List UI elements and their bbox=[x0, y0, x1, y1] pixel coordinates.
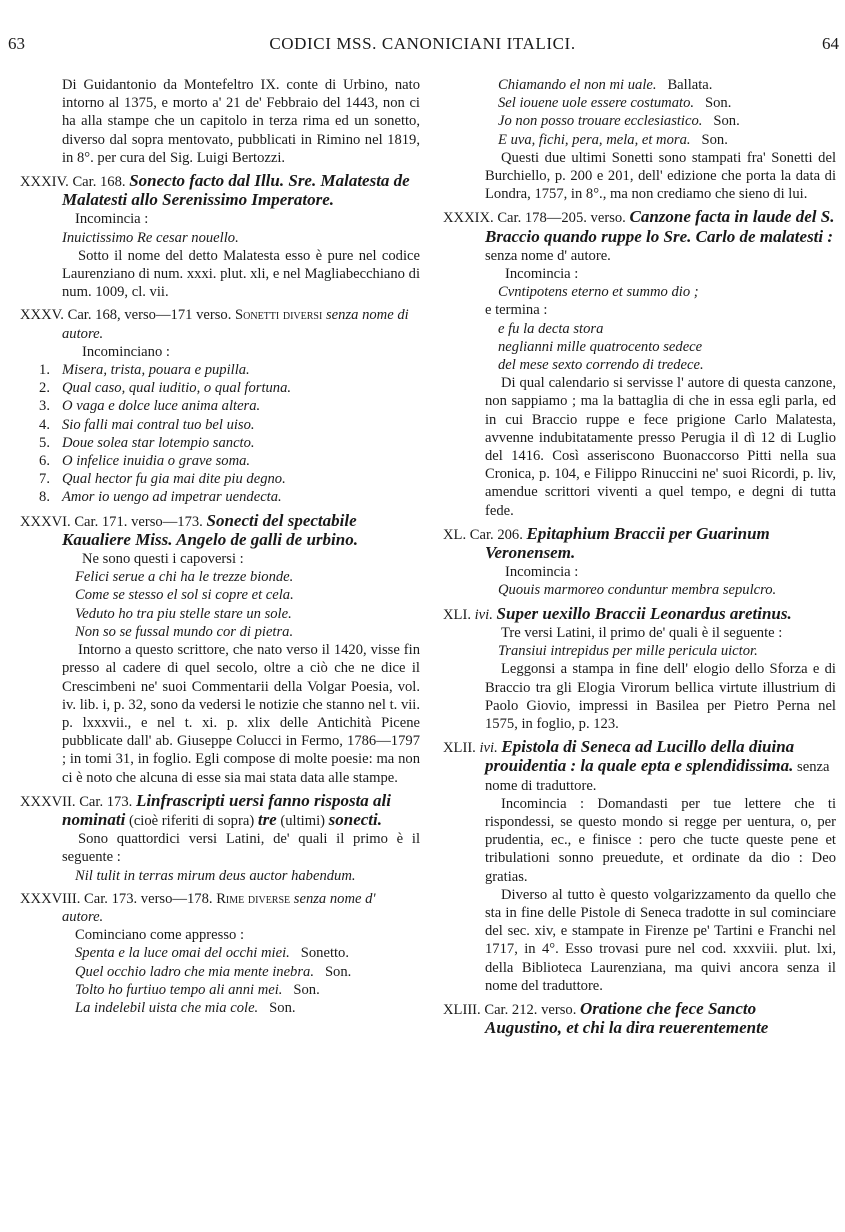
entry-ref: Car. 168, verso—171 verso. bbox=[67, 307, 232, 324]
entry-heading bbox=[20, 792, 420, 830]
entry-aside: senza nome di traduttore. bbox=[485, 759, 830, 794]
incipit-list bbox=[20, 361, 420, 507]
entry-number: XXXVII. bbox=[20, 793, 76, 810]
list-item: 3. O vaga e dolce luce anima altera. bbox=[39, 398, 261, 415]
entry-ref: Car. 173. bbox=[79, 793, 133, 810]
entry-xxxvii bbox=[20, 792, 420, 885]
entry-ref: Car. 173. verso—178. bbox=[84, 890, 213, 907]
verse-line: Come se stesso el sol si copre et cela. bbox=[75, 587, 294, 604]
list-item: 4. Sio falli mai contral tuo bel uiso. bbox=[39, 416, 255, 433]
list-item: 1. Misera, trista, pouara e pupilla. bbox=[39, 362, 250, 379]
entry-title-part: tre bbox=[257, 809, 277, 829]
verse-line: Chiamando el non mi uale. Ballata. bbox=[498, 77, 713, 93]
incipit-label: Incomincia : bbox=[505, 564, 579, 581]
list-item: 5. Doue solea star lotempio sancto. bbox=[39, 434, 255, 451]
incipit-label: Cominciano come appresso : bbox=[75, 927, 245, 944]
entry-title: Epitaphium Braccii per Guarinum Veronensem. bbox=[485, 523, 770, 563]
quote-line: Nil tulit in terras mirum deus auctor habendum. bbox=[75, 867, 356, 884]
entry-ref: Car. 171. verso—173. bbox=[74, 513, 203, 530]
entry-caps-title: Sonetti diversi bbox=[235, 307, 323, 324]
verse-line: Quel occhio ladro che mia mente inebra. Son. bbox=[75, 963, 352, 980]
entry-ref: Car. 178—205. verso. bbox=[497, 210, 626, 227]
entry-ref: Car. 206. bbox=[469, 526, 523, 543]
verse-line: del mese sexto correndo di tredece. bbox=[498, 357, 704, 374]
entry-number: XXXIV. bbox=[20, 174, 69, 191]
entry-heading bbox=[443, 738, 836, 795]
entry-title: Sonecti del spectabile Kaualiere Miss. Angelo de galli de urbino. bbox=[62, 510, 358, 549]
capoversi-lines bbox=[20, 568, 420, 641]
incipit-label: Incomincia : bbox=[505, 266, 579, 283]
verse-line: Sel iouene uole essere costumato. Son. bbox=[498, 95, 732, 112]
entry-note-2: Diverso al tutto è questo volgarizzamento da quello che sta in fine delle Pistole di Seneca tradotte in sul cominciare del sec. xiv, e stampate in Firenze pe' Tartini e Franchi nel 1717, in 4°. Esso trovasi pure nel cod. xxxviii. plut. lxi, della Biblioteca Laurenziana, ma quivi ancora senza il nome del traduttore. bbox=[485, 886, 836, 994]
entry-subtitle: senza nome d' autore. bbox=[62, 890, 376, 925]
entry-xliii bbox=[443, 1000, 836, 1038]
capoversi-label: Ne sono questi i capoversi : bbox=[82, 551, 244, 568]
continued-note: Questi due ultimi Sonetti sono stampati fra' Sonetti del Burchiello, p. 200 e 201, dell' edizione che porta la data di Londra, 1757, in 8°., ma non crediamo che sieno di lui. bbox=[485, 149, 836, 203]
entry-note: Intorno a questo scrittore, che nato verso il 1420, visse fin presso al cadere di quel secolo, oltre a ciò che ne dice il Crescimbeni ne' suoi Commentarii della Volgar Poesia, vol. iv. lib. i, p. 32, sono da vedersi le notizie che stanno nel t. vii. p. lxxxvii., e nel t. xi. p. xlix delle Antichità Picene pubblicate dall' ab. Giuseppe Colucci in Fermo, 1786—1797 ; in tomi 31, in foglio. Egli compose di molte poesie: ma non ci è noto che alcuna di esse sia mai stata data alle stampe. bbox=[62, 642, 420, 786]
entry-note: Sono quattordici versi Latini, de' quali il primo è il seguente : bbox=[62, 831, 420, 866]
entry-xlii bbox=[443, 738, 836, 995]
explicit-lines bbox=[443, 320, 836, 375]
entry-subtitle: senza nome di autore. bbox=[62, 307, 409, 342]
entry-title: Oratione che fece Sancto Augustino, et chi la dira reuerentemente bbox=[485, 998, 769, 1038]
list-item: 6. O infelice inuidia o grave soma. bbox=[39, 453, 251, 470]
entry-heading bbox=[443, 208, 836, 265]
entry-title: Sonecto facto dal Illu. Sre. Malatesta de Malatesti allo Serenissimo Imperatore. bbox=[62, 171, 410, 210]
entry-heading bbox=[443, 525, 836, 563]
entry-caps-title: Rime diverse bbox=[216, 890, 291, 907]
list-item: 2. Qual caso, qual iuditio, o qual fortuna. bbox=[39, 380, 292, 397]
continued-lines bbox=[443, 76, 836, 149]
verse-line: La indelebil uista che mia cole. Son. bbox=[75, 999, 296, 1016]
entry-xl bbox=[443, 525, 836, 600]
entry-aside: (ultimi) bbox=[280, 812, 325, 829]
entry-heading bbox=[443, 1000, 836, 1038]
incipit-label: Incominciano : bbox=[82, 343, 170, 360]
verse-line: neglianni mille quatrocento sedece bbox=[498, 338, 703, 355]
incipit-text: Inuictissimo Re cesar nouello. bbox=[62, 229, 239, 246]
entry-number: XLI. bbox=[443, 606, 471, 623]
entry-title: Super uexillo Braccii Leonardus aretinus. bbox=[496, 603, 792, 623]
verse-line: Jo non posso trouare ecclesiastico. Son. bbox=[498, 113, 740, 130]
entry-xxxiv bbox=[20, 172, 420, 301]
entry-title-part: sonecti. bbox=[328, 809, 382, 829]
entry-number: XXXVIII. bbox=[20, 890, 81, 907]
entry-number: XL. bbox=[443, 526, 467, 543]
entry-title: Epistola di Seneca ad Lucillo della diuina prouidentia : la quale epta e splendidissima. bbox=[485, 737, 795, 776]
list-item: 8. Amor io uengo ad impetrar uendecta. bbox=[39, 489, 282, 506]
entry-ref: Car. 212. verso. bbox=[484, 1001, 577, 1018]
entry-note: Tre versi Latini, il primo de' quali è il seguente : bbox=[501, 624, 783, 641]
entry-note: Incomincia : Domandasti per tue lettere che ti rispondessi, se questo mondo si regge per uentura, o, per prudentia, ec., e finisce : pero che tucte queste pene et tribulationi sonno preuedute, et ordinate da dio : Deo gratias. bbox=[485, 795, 836, 885]
entry-note-2: Leggonsi a stampa in fine dell' elogio dello Sforza e di Braccio tra gli Elogia Virorum bellica virtute illustrium di Paolo Giovio, impressi in Basilea per Pietro Perna nel 1575, in foglio, p. 123. bbox=[485, 661, 836, 732]
verse-line: Felici serue a chi ha le trezze bionde. bbox=[75, 569, 294, 586]
entry-ref: ivi. bbox=[474, 606, 493, 623]
entry-ref: ivi. bbox=[479, 740, 498, 757]
running-title: CODICI MSS. CANONICIANI ITALICI. bbox=[269, 34, 576, 53]
verse-line: Non so se fussal mundo cor di pietra. bbox=[75, 623, 294, 640]
entry-note: Sotto il nome del detto Malatesta esso è pure nel codice Laurenziano di num. xxxi. plut. xli, e nel Magliabecchiano di num. 1009, cl. vii. bbox=[62, 247, 420, 301]
entry-title: Linfrascripti uersi fanno risposta ali nominati bbox=[62, 790, 392, 829]
incipit-lines bbox=[20, 944, 420, 1017]
quote-line: Transiui intrepidus per mille pericula uictor. bbox=[498, 643, 758, 660]
entry-number: XXXIX. bbox=[443, 210, 494, 227]
entry-heading bbox=[20, 512, 420, 550]
incipit-text: Cvntipotens eterno et summo dio ; bbox=[498, 284, 699, 301]
list-item: 7. Qual hector fu gia mai dite piu degno. bbox=[39, 471, 286, 488]
incipit-label: Incomincia : bbox=[75, 211, 149, 228]
entry-heading bbox=[20, 890, 420, 926]
explicit-label: e termina : bbox=[485, 302, 548, 319]
entry-note: Di qual calendario si servisse l' autore di questa canzone, non sappiamo ; ma la battaglia di che in essa egli parla, ed in cui Braccio ruppe e fece prigione Carlo Malatesta, avvenne indubitatamente presso Perugia il dì 12 di Luglio del 1416. Così asseriscono Buonaccorso Pitti nella sua Cronica, p. 104, e Filippo Rinuccini ne' suoi Ricordi, p. liv, amendue scrittori viventi a quel tempo, e degni di tutta fede. bbox=[485, 375, 836, 519]
entry-number: XXXV. bbox=[20, 307, 64, 324]
intro-paragraph: Di Guidantonio da Montefeltro IX. conte di Urbino, nato intorno al 1375, e morto a' 21 de' Febbraio del 1443, non ci ha alla stampe che un capitolo in terza rima ed un sonetto, diverso dal sopra mentovato, pubblicati in Rimino nel 1819, in 8°. per cura del Sig. Luigi Bertozzi. bbox=[62, 77, 420, 166]
entry-heading bbox=[20, 172, 420, 210]
entry-ref: Car. 168. bbox=[72, 174, 126, 191]
continued-list bbox=[443, 76, 836, 203]
entry-number: XXXVI. bbox=[20, 513, 71, 530]
right-column bbox=[443, 76, 836, 1043]
entry-heading bbox=[443, 605, 836, 624]
verse-line: E uva, fichi, pera, mela, et mora. Son. bbox=[498, 131, 728, 148]
running-header bbox=[0, 34, 845, 58]
entry-aside: (cioè riferiti di sopra) bbox=[128, 812, 255, 829]
entry-xli bbox=[443, 605, 836, 733]
entry-number: XLIII. bbox=[443, 1001, 481, 1018]
entry-xxxvi bbox=[20, 512, 420, 787]
entry-xxxix bbox=[443, 208, 836, 519]
page-number-right: 64 bbox=[822, 34, 839, 53]
entry-heading bbox=[20, 306, 420, 342]
incipit-text: Quouis marmoreo conduntur membra sepulcro. bbox=[498, 582, 777, 599]
entry-title: Canzone facta in laude del S. Braccio quando ruppe lo Sre. Carlo de malatesti : bbox=[485, 207, 835, 246]
page-number-left: 63 bbox=[8, 34, 25, 53]
entry-number: XLII. bbox=[443, 740, 476, 757]
entry-aside: senza nome d' autore. bbox=[485, 247, 611, 264]
verse-line: e fu la decta stora bbox=[498, 320, 604, 337]
entry-xxxviii bbox=[20, 890, 420, 1017]
left-column bbox=[20, 76, 420, 1022]
verse-line: Spenta e la luce omai del occhi miei. Sonetto. bbox=[75, 945, 349, 962]
verse-line: Veduto ho tra piu stelle stare un sole. bbox=[75, 605, 292, 622]
verse-line: Tolto ho furtiuo tempo ali anni mei. Son. bbox=[75, 981, 320, 998]
entry-xxxv bbox=[20, 306, 420, 506]
